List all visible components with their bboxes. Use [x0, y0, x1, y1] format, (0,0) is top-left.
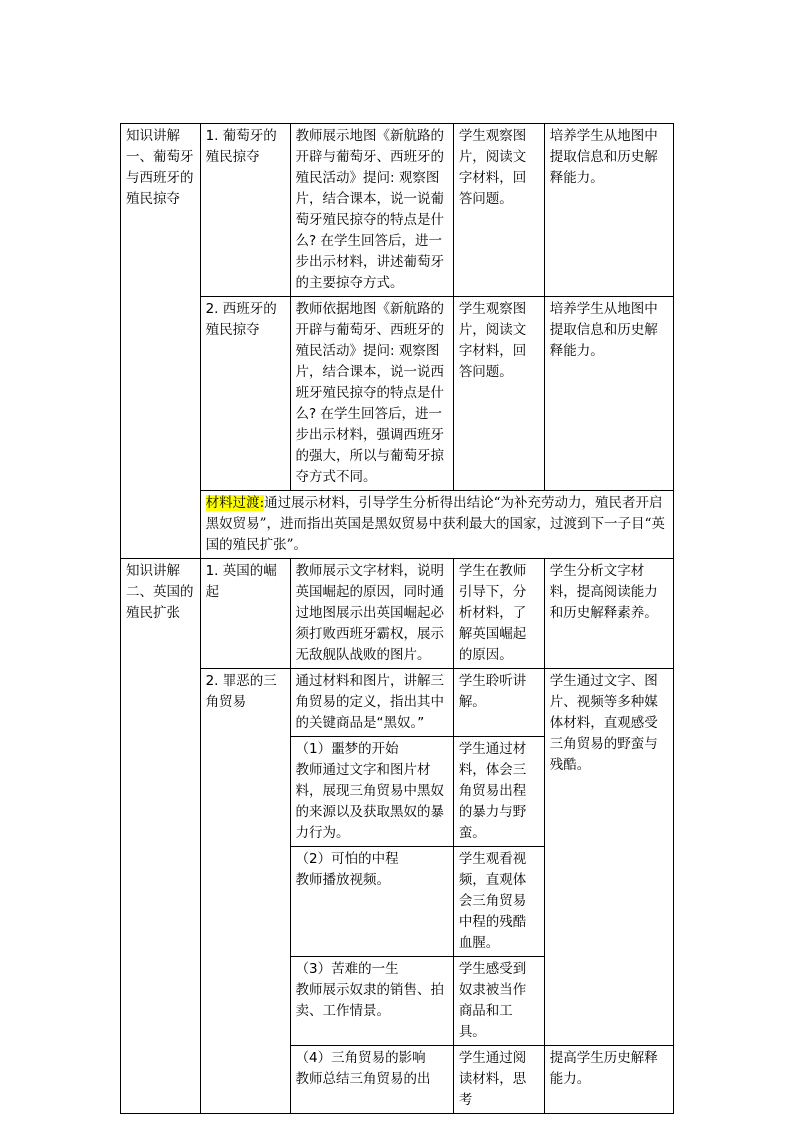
table-row	[121, 124, 674, 297]
student-activity-stage-4: 学生通过阅读材料，思考	[453, 1046, 544, 1114]
design-aim-portugal: 培养学生从地图中提取信息和历史解释能力。	[544, 124, 673, 297]
student-activity-stage-1: 学生通过材料，体会三角贸易出程的暴力与野蛮。	[453, 737, 544, 847]
student-activity-trade-intro: 学生聆听讲解。	[453, 669, 544, 737]
student-activity-stage-2: 学生观看视频，直观体会三角贸易中程的残酷血腥。	[453, 847, 544, 957]
stage-teacher-text: 教师播放视频。	[295, 872, 390, 888]
teacher-activity-portugal: 教师展示地图《新航路的开辟与葡萄牙、西班牙的殖民活动》提问: 观察图片，结合课本，说一说葡萄牙殖民掠夺的特点是什么? 在学生回答后，进一步出示材料，讲述葡萄牙的主要掠夺方式。	[290, 124, 453, 297]
stage-teacher-text: 教师展示奴隶的销售、拍卖、工作情景。	[295, 982, 444, 1019]
table-row	[121, 297, 674, 491]
stage-title: （4）三角贸易的影响	[295, 1050, 426, 1066]
teacher-activity-britain-rise: 教师展示文字材料，说明英国崛起的原因，同时通过地图展示出英国崛起必须打败西班牙霸权，展示无敌舰队战败的图片。	[290, 559, 453, 669]
teacher-activity-stage-3	[290, 957, 453, 1046]
design-aim-spain: 培养学生从地图中提取信息和历史解释能力。	[544, 297, 673, 491]
topic-spain: 2. 西班牙的殖民掠夺	[200, 297, 290, 491]
topic-triangle-trade: 2. 罪恶的三角贸易	[200, 669, 290, 1114]
section2-title: 知识讲解二、英国的殖民扩张	[121, 559, 201, 1114]
teacher-activity-trade-intro: 通过材料和图片，讲解三角贸易的定义，指出其中的关键商品是“黑奴。”	[290, 669, 453, 737]
student-activity-spain: 学生观察图片，阅读文字材料，回答问题。	[453, 297, 544, 491]
student-activity-britain-rise: 学生在教师引导下，分析材料，了解英国崛起的原因。	[453, 559, 544, 669]
teacher-activity-stage-2	[290, 847, 453, 957]
stage-title: （3）苦难的一生	[295, 961, 399, 977]
topic-britain-rise: 1. 英国的崛起	[200, 559, 290, 669]
design-aim-britain-rise: 学生分析文字材料，提高阅读能力和历史解释素养。	[544, 559, 673, 669]
teacher-activity-spain: 教师依据地图《新航路的开辟与葡萄牙、西班牙的殖民活动》提问: 观察图片，结合课本，说一说西班牙殖民掠夺的特点是什么? 在学生回答后，进一步出示材料，强调西班牙的强大，所以与葡萄牙掠夺方式不同。	[290, 297, 453, 491]
design-aim-triangle-trade: 学生通过文字、图片、视频等多种媒体材料，直观感受三角贸易的野蛮与残酷。	[544, 669, 673, 1046]
lesson-plan-table	[120, 123, 674, 1114]
table-row	[121, 559, 674, 669]
teacher-activity-stage-4	[290, 1046, 453, 1114]
design-aim-impact: 提高学生历史解释能力。	[544, 1046, 673, 1114]
student-activity-stage-3: 学生感受到奴隶被当作商品和工具。	[453, 957, 544, 1046]
table-row	[121, 491, 674, 559]
table-row	[121, 669, 674, 737]
transition-label: 材料过渡:	[205, 495, 265, 511]
material-transition	[200, 491, 673, 559]
stage-title: （1）噩梦的开始	[295, 741, 399, 757]
transition-text: 通过展示材料，引导学生分析得出结论“为补充劳动力，殖民者开启黑奴贸易”，进而指出英国是黑奴贸易中获利最大的国家，过渡到下一子目“英国的殖民扩张”。	[205, 495, 665, 553]
teacher-activity-stage-1	[290, 737, 453, 847]
stage-title: （2）可怕的中程	[295, 851, 399, 867]
section1-title: 知识讲解一、葡萄牙与西班牙的殖民掠夺	[121, 124, 201, 559]
student-activity-portugal: 学生观察图片，阅读文字材料，回答问题。	[453, 124, 544, 297]
stage-teacher-text: 教师总结三角贸易的出	[295, 1071, 431, 1087]
topic-portugal: 1. 葡萄牙的殖民掠夺	[200, 124, 290, 297]
stage-teacher-text: 教师通过文字和图片材料，展现三角贸易中黑奴的来源以及获取黑奴的暴力行为。	[295, 762, 444, 841]
